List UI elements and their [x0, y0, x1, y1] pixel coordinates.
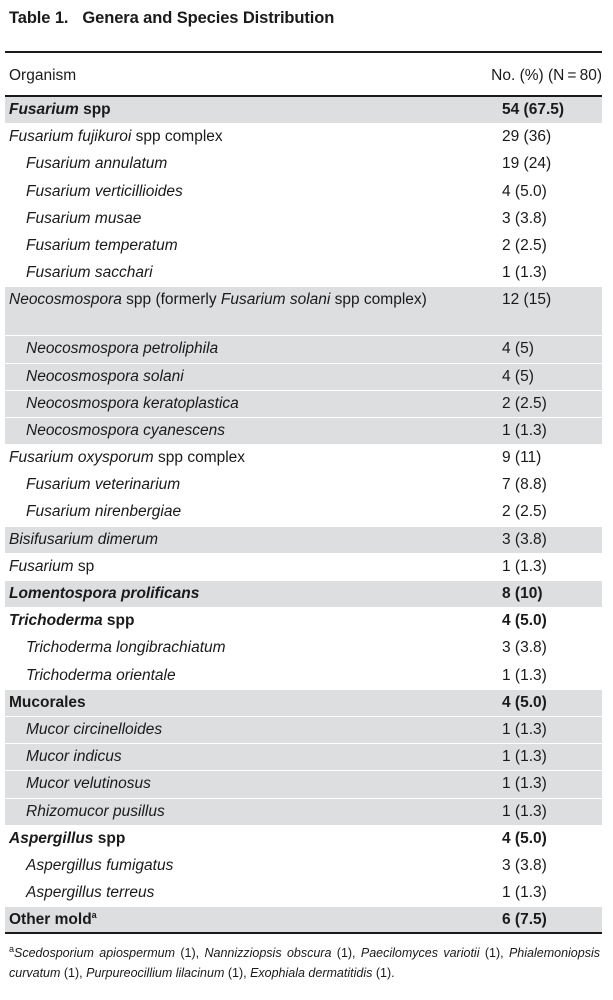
text-part: Fusarium annulatum — [26, 155, 168, 173]
table-title: Genera and Species Distribution — [82, 9, 335, 27]
header-organism: Organism — [9, 67, 77, 84]
text-part: Neocosmospora solani — [26, 367, 184, 385]
text-part: Mucor circinelloides — [26, 720, 163, 738]
table-body — [5, 97, 602, 934]
count-cell: 9 (11) — [502, 449, 542, 467]
table-row — [5, 418, 602, 445]
organism-cell — [26, 774, 446, 794]
organism-cell — [9, 584, 429, 604]
text-part: sp — [73, 557, 95, 575]
text-part: Neocosmospora — [9, 291, 122, 309]
table-row — [5, 527, 602, 554]
table-footnote — [9, 943, 600, 983]
table-row — [5, 744, 602, 771]
text-part: (1), — [224, 966, 251, 980]
organism-cell — [9, 127, 429, 147]
table-row — [5, 663, 602, 690]
text-part: (1), — [479, 946, 509, 960]
table-row — [5, 151, 602, 178]
organism-cell — [26, 154, 446, 174]
organism-cell — [9, 448, 429, 468]
text-part: spp (formerly — [121, 291, 221, 309]
table-row — [5, 853, 602, 880]
table-row — [5, 336, 602, 363]
text-part: Fusarium veterinarium — [26, 476, 181, 494]
count-cell: 3 (3.8) — [502, 209, 547, 227]
count-cell: 1 (1.3) — [502, 884, 547, 902]
text-part: Rhizomucor pusillus — [26, 802, 165, 820]
text-part: Aspergillus — [9, 829, 94, 847]
count-cell: 1 (1.3) — [502, 264, 547, 282]
table-row — [5, 690, 602, 717]
table-row — [5, 260, 602, 287]
table-row — [5, 391, 602, 418]
organism-cell — [26, 339, 446, 359]
count-cell: 1 (1.3) — [502, 748, 547, 766]
table-caption — [9, 9, 334, 28]
text-part: Fusarium — [9, 101, 79, 118]
text-part: Fusarium — [9, 557, 74, 575]
table-row — [5, 799, 602, 826]
count-cell: 1 (1.3) — [502, 802, 547, 820]
text-part: Fusarium nirenbergiae — [26, 503, 182, 521]
text-part: Nannizziopsis obscura — [204, 946, 332, 960]
table-row — [5, 635, 602, 662]
text-part: a — [91, 910, 97, 921]
text-part: Fusarium solani — [220, 291, 331, 309]
organism-cell — [9, 910, 429, 930]
table-row — [5, 554, 602, 581]
table-number: Table 1. — [9, 9, 69, 27]
organism-cell — [26, 475, 446, 495]
text-part: Bisifusarium dimerum — [9, 530, 159, 548]
table-row — [5, 472, 602, 499]
text-part: Mucorales — [9, 693, 86, 711]
table-row — [5, 124, 602, 151]
organism-cell — [26, 502, 446, 522]
count-cell: 2 (2.5) — [502, 394, 547, 412]
bottom-rule — [5, 932, 602, 934]
count-cell: 2 (2.5) — [502, 503, 547, 521]
count-cell: 1 (1.3) — [502, 666, 547, 684]
count-cell: 19 (24) — [502, 155, 552, 173]
text-part: Trichoderma — [9, 612, 103, 630]
table-row — [5, 907, 602, 934]
count-cell: 4 (5.0) — [502, 693, 547, 711]
organism-cell — [26, 209, 446, 229]
table-row — [5, 581, 602, 608]
text-part: Purpureocillium lilacinum — [86, 966, 225, 980]
text-part: spp complex — [153, 449, 246, 467]
organism-cell — [26, 720, 446, 740]
count-cell: 29 (36) — [502, 128, 552, 146]
count-cell: 6 (7.5) — [502, 911, 547, 929]
text-part: Neocosmospora cyanescens — [26, 421, 226, 439]
table-row — [5, 608, 602, 635]
text-part: spp complex) — [330, 291, 427, 309]
text-part: (1), — [175, 946, 205, 960]
organism-cell — [26, 236, 446, 256]
count-cell: 4 (5) — [502, 340, 534, 358]
organism-cell — [26, 394, 446, 414]
table-row — [5, 364, 602, 391]
text-part: spp — [78, 101, 111, 118]
text-part: Fusarium temperatum — [26, 236, 178, 254]
table-row — [5, 499, 602, 526]
organism-cell — [9, 829, 429, 849]
count-cell: 3 (3.8) — [502, 530, 547, 548]
text-part: Scedosporium apiospermum — [14, 946, 175, 960]
table-row — [5, 880, 602, 907]
text-part: (1), — [60, 966, 87, 980]
text-part: Fusarium sacchari — [26, 264, 153, 282]
text-part: Paecilomyces variotii — [360, 946, 480, 960]
text-part: Neocosmospora petroliphila — [26, 340, 219, 358]
count-cell: 1 (1.3) — [502, 720, 547, 738]
count-cell: 12 (15) — [502, 291, 552, 309]
text-part: Phialemoniopsis curvatum — [9, 946, 600, 980]
text-part: spp complex — [131, 128, 223, 146]
text-part: Neocosmospora keratoplastica — [26, 394, 239, 412]
table-row — [5, 97, 602, 124]
table-row — [5, 233, 602, 260]
text-part: Other mold — [9, 911, 92, 929]
text-part: spp — [102, 612, 135, 630]
organism-cell — [26, 421, 446, 441]
organism-cell — [26, 747, 446, 767]
organism-cell — [9, 530, 429, 550]
text-part: Fusarium fujikuroi — [9, 128, 132, 146]
count-cell: 3 (3.8) — [502, 856, 547, 874]
text-part: Aspergillus terreus — [26, 884, 155, 902]
table-row — [5, 826, 602, 853]
table-row — [5, 445, 602, 472]
organism-cell — [26, 638, 446, 658]
text-part: Mucor indicus — [26, 748, 122, 766]
organism-cell — [26, 263, 446, 283]
count-cell: 1 (1.3) — [502, 557, 547, 575]
text-part: spp — [93, 829, 126, 847]
organism-cell — [26, 856, 446, 876]
organism-cell — [26, 883, 446, 903]
count-cell: 1 (1.3) — [502, 775, 547, 793]
count-cell: 8 (10) — [502, 585, 543, 602]
count-cell: 1 (1.3) — [502, 421, 547, 439]
text-part: Exophiala dermatitidis — [250, 966, 373, 980]
text-part: (1), — [331, 946, 361, 960]
organism-cell — [9, 693, 429, 713]
table-header — [5, 53, 602, 95]
organism-cell — [9, 290, 429, 310]
count-cell: 3 (3.8) — [502, 639, 547, 657]
header-count: No. (%) (N = 80) — [491, 67, 602, 84]
text-part: Trichoderma orientale — [26, 666, 176, 684]
table-row — [5, 179, 602, 206]
text-part: Mucor velutinosus — [26, 775, 151, 793]
table-row — [5, 287, 602, 336]
footnote-marker: a — [9, 943, 15, 954]
table-row — [5, 717, 602, 744]
count-cell: 7 (8.8) — [502, 476, 547, 494]
organism-cell — [9, 611, 429, 631]
count-cell: 4 (5.0) — [502, 182, 547, 200]
organism-cell — [9, 557, 429, 577]
count-cell: 2 (2.5) — [502, 236, 547, 254]
table-row — [5, 771, 602, 798]
text-part: (1). — [372, 966, 395, 980]
organism-cell — [26, 182, 446, 202]
text-part: Fusarium oxysporum — [9, 449, 154, 467]
text-part: Lomentospora prolificans — [9, 585, 200, 602]
organism-cell — [26, 367, 446, 387]
organism-cell — [26, 666, 446, 686]
text-part: Fusarium verticillioides — [26, 182, 183, 200]
text-part: Aspergillus fumigatus — [26, 856, 174, 874]
count-cell: 4 (5) — [502, 367, 534, 385]
count-cell: 4 (5.0) — [502, 829, 547, 847]
organism-cell — [26, 802, 446, 822]
table-row — [5, 206, 602, 233]
organism-cell — [9, 100, 429, 120]
count-cell: 54 (67.5) — [502, 101, 565, 118]
text-part: Trichoderma longibrachiatum — [26, 639, 226, 657]
text-part: Fusarium musae — [26, 209, 142, 227]
count-cell: 4 (5.0) — [502, 612, 547, 630]
